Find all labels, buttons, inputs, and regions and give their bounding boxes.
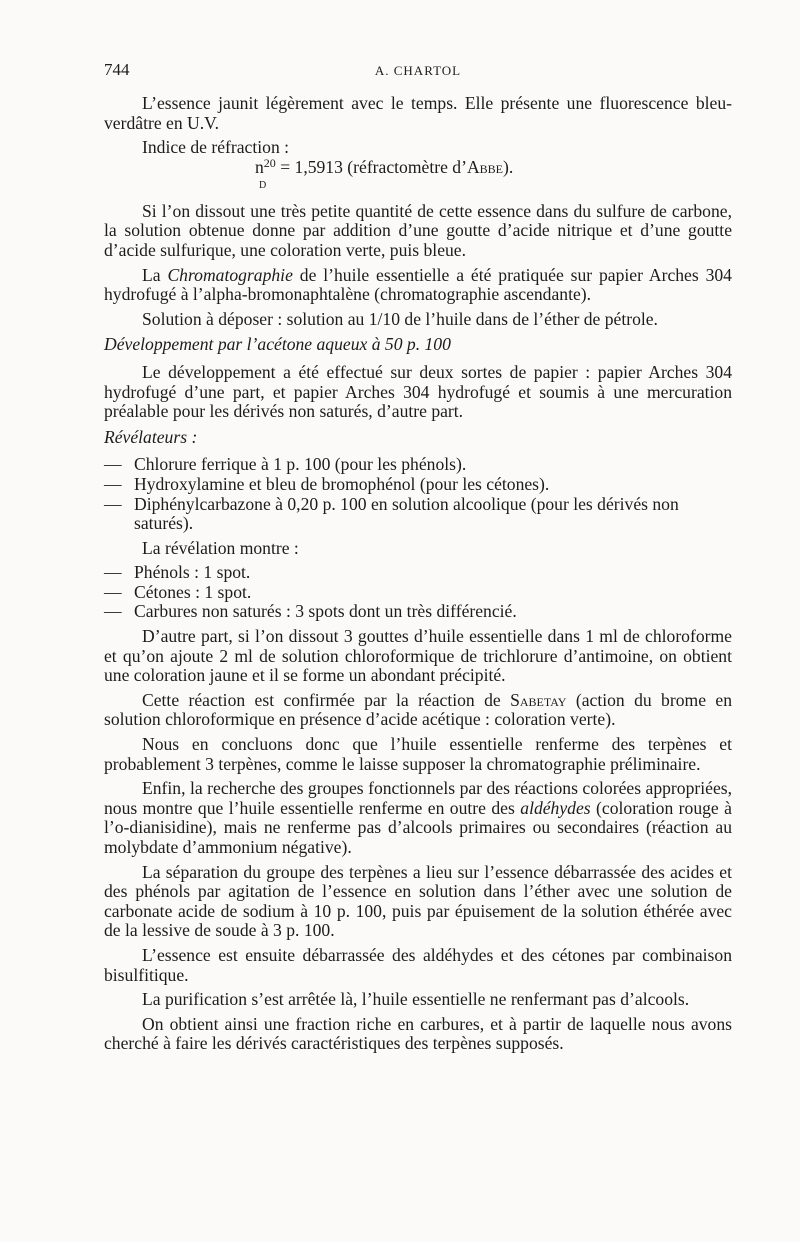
- results-list: [104, 563, 732, 622]
- list-item: — Diphénylcarbazone à 0,20 p. 100 en solution alcoolique (pour les dérivés non saturés).: [104, 495, 732, 534]
- refraction-value: = 1,5913 (réfractomètre d’: [275, 156, 467, 177]
- list-item: — Carbures non saturés : 3 spots dont un très différencié.: [104, 602, 732, 622]
- page-header: [104, 60, 732, 84]
- list-item: — Hydroxylamine et bleu de bromophénol (pour les cétones).: [104, 475, 732, 495]
- paragraph-conclusion: Nous en concluons donc que l’huile essentielle renferme des terpènes et probablement 3 terpènes, comme le laisse supposer la chromatographie préliminaire.: [104, 734, 732, 774]
- paragraph-sulfure: Si l’on dissout une très petite quantité de cette essence dans du sulfure de carbone, la solution obtenue donne par addition d’une goutte d’acide nitrique et d’une goutte d’acide sulfurique, une coloration verte, puis bleue.: [104, 200, 732, 260]
- running-head: A. CHARTOL: [374, 63, 462, 78]
- refraction-symbol: $n^{20}$: [255, 155, 276, 177]
- paragraph-chromatographie: La Chromatographie de l’huile essentielle a été pratiquée sur papier Arches 304 hydrofugé à l’alpha-bromonaphtalène (chromatographie ascendante).: [104, 264, 732, 305]
- abbe-name: Abbe: [466, 156, 503, 177]
- refraction-label: Indice de réfraction :: [142, 137, 290, 158]
- refraction-formula: $n^{20} = 1,5913$ (réfractomètre d’Abbe). D: [104, 158, 732, 188]
- chromatographie-term: Chromatographie: [167, 264, 293, 285]
- heading-developpement: Développement par l’acétone aqueux à 50 p. 100: [104, 334, 451, 355]
- list-item: — Chlorure ferrique à 1 p. 100 (pour les phénols).: [104, 455, 732, 475]
- paragraph-revelation: La révélation montre :: [142, 537, 299, 558]
- paragraph-developpement: Le développement a été effectué sur deux sortes de papier : papier Arches 304 hydrofugé d’une part, et papier Arches 304 hydrofugé et soumis à une mercuration préalable pour les dérivés non saturés, d’autre part.: [104, 361, 732, 422]
- paragraph-solution: Solution à déposer : solution au 1/10 de l’huile dans de l’éther de pétrole.: [142, 308, 658, 329]
- paragraph-fraction: On obtient ainsi une fraction riche en carbures, et à partir de laquelle nous avons cherché à faire les dérivés caractéristiques des terpènes supposés.: [104, 1013, 732, 1054]
- sabetay-name: Sabetay: [510, 689, 567, 710]
- list-item: — Phénols : 1 spot.: [104, 563, 732, 583]
- paragraph-chloroforme: D’autre part, si l’on dissout 3 gouttes d’huile essentielle dans 1 ml de chloroforme et qu’on ajoute 2 ml de solution chloroformique de trichlorure d’antimoine, on obtient une coloration jaune et il se forme un abondant précipité.: [104, 626, 732, 686]
- list-item: — Cétones : 1 spot.: [104, 583, 732, 603]
- aldehydes-term: aldéhydes: [520, 797, 591, 818]
- refraction-subscript: D: [259, 179, 267, 191]
- paragraph-groupes: Enfin, la recherche des groupes fonctionnels par des réactions colorées appropriées, nous montre que l’huile essentielle renferme en outre des aldéhydes (coloration rouge à l’o-dianisidine), mais ne renferme pas d’alcools primaires ou secondaires (réaction au molybdate d’ammonium négative).: [104, 778, 732, 857]
- paragraph-fluorescence: L’essence jaunit légèrement avec le temps. Elle présente une fluorescence bleu-verdâtre en U.V.: [104, 93, 732, 133]
- refraction-superscript: 20: [263, 155, 276, 170]
- page-body: [104, 60, 732, 1059]
- paragraph-bisulfitique: L’essence est ensuite débarrassée des aldéhydes et des cétones par combinaison bisulfitique.: [104, 944, 732, 985]
- page-number: 744: [104, 60, 130, 79]
- paragraph-sabetay: Cette réaction est confirmée par la réaction de Sabetay (action du brome en solution chloroformique en présence d’acide acétique : coloration verte).: [104, 689, 732, 730]
- paragraph-separation: La séparation du groupe des terpènes a lieu sur l’essence débarrassée des acides et des phénols par agitation de l’essence en solution dans l’éther avec une solution de carbonate acide de sodium à 10 p. 100, puis par épuisement de la solution éthérée avec de la lessive de soude à 3 p. 100.: [104, 861, 732, 941]
- paragraph-purification: La purification s’est arrêtée là, l’huile essentielle ne renfermant pas d’alcools.: [142, 989, 690, 1010]
- revelateurs-list: [104, 455, 732, 533]
- heading-revelateurs: Révélateurs :: [104, 426, 198, 447]
